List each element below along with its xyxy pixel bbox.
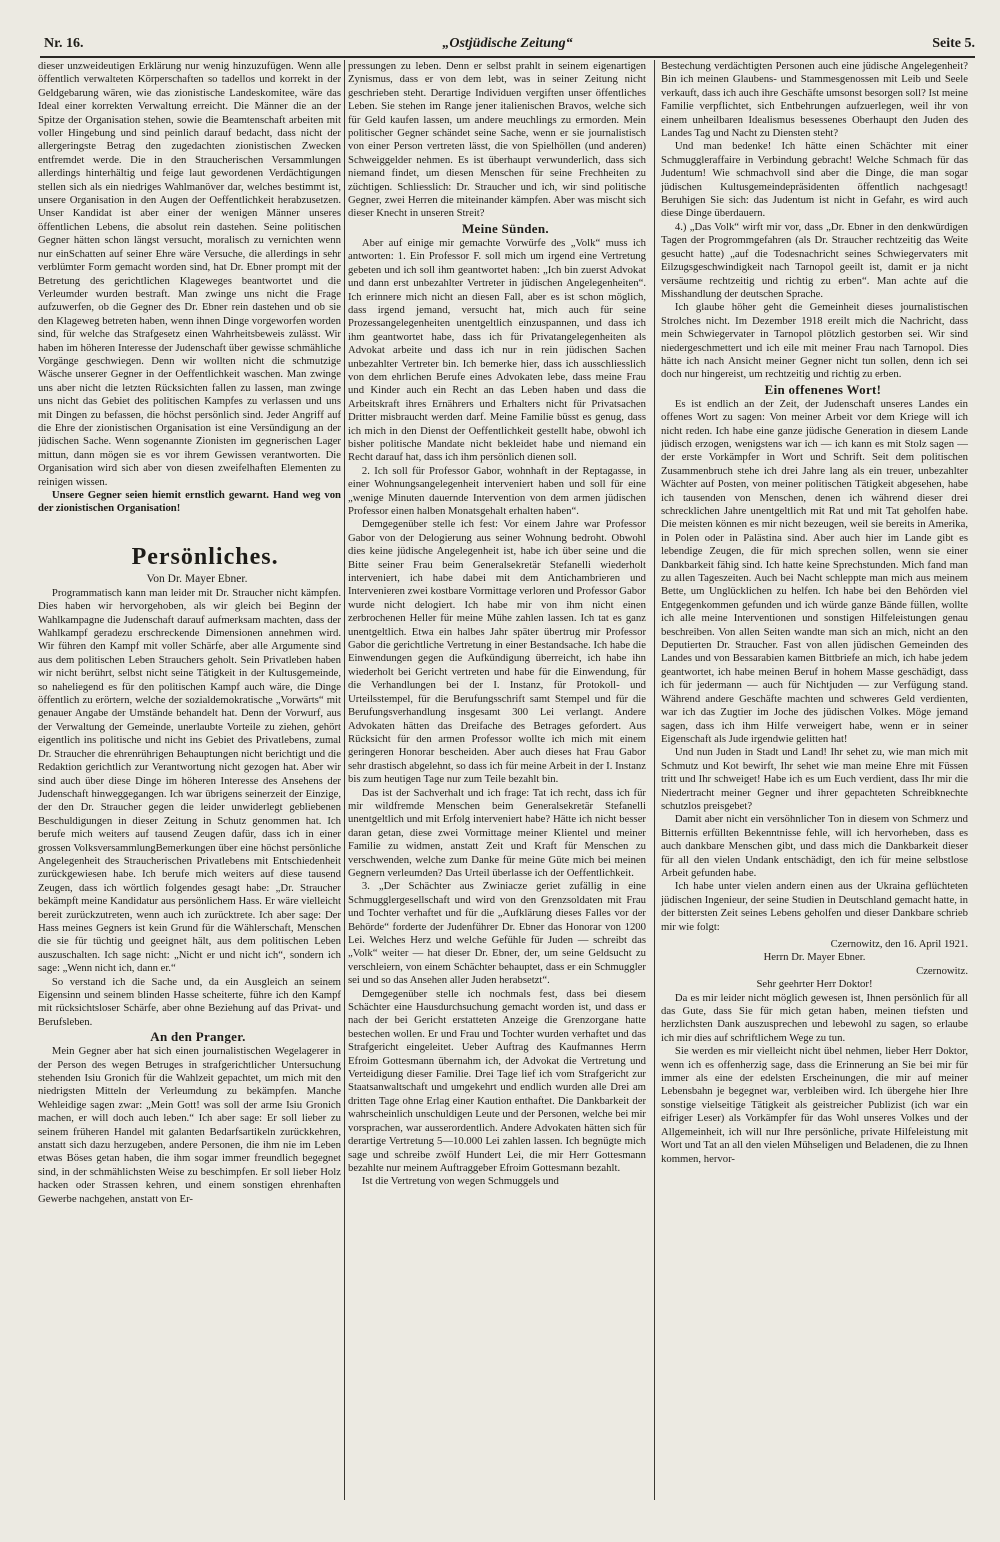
article-paragraph: Das ist der Sachverhalt und ich frage: Tat ich recht, dass ich für mir wildfremde Menschen beim Generalsekretär Stefanelli unentgeltlich und mit Erfolg interveniert habe? Hätte ich nicht besser daran getan, diese zwei Vormittage meiner Klientel und meiner Familie zu widmen, anstatt Zeit und Kraft für Menschen zu verschwenden, welche zum Danke für meine Güte mich bei meinen Gegnern verleumden? Das Urteil überlasse ich der Oeffentlichkeit. xyxy=(348,786,646,879)
issue-number: Nr. 16. xyxy=(44,36,84,51)
newspaper-title: „Ostjüdische Zeitung“ xyxy=(442,36,573,51)
article-paragraph: Mein Gegner aber hat sich einen journalistischen Wegelagerer in der Person des wegen Betruges in strafgerichtlicher Untersuchung stehenden Isiu Gronich für die Wahlzeit gepachtet, um mich mit den niedrigsten Mitteln der Verleumdung zu bekämpfen. Manche Wehleidige sagen zwar: „Mein Gott! was soll der arme Isiu Gronich machen, er will doch auch leben.“ Ich aber sage: Er soll lieber zu seinem früheren Handel mit galanten Bedarfsartikeln zurückkehren, anstatt sich dazu herzugeben, andere Personen, die ihm nie im Leben etwas Böses getan haben, die ihm sogar immer freundlich begegnet sind, in der schmählichsten Weise zu beschimpfen. Er soll lieber Holz hacken oder Strassen kehren, und einem sonstigen ehrenhaften Gewerbe nachgehen, anstatt von Er- xyxy=(38,1045,341,1205)
article-paragraph: Damit aber nicht ein versöhnlicher Ton in diesem von Schmerz und Bitternis erfüllten Bekenntnisse fehle, will ich hervorheben, dass es auch dankbare Menschen gibt, und dass mich die Dankbarkeit dieser für all den vielen Undank entschädigt, den ich für meine selbstlose Arbeit gefunden habe. xyxy=(661,813,968,879)
article-paragraph: Und nun Juden in Stadt und Land! Ihr sehet zu, wie man mich mit Schmutz und Kot bewirft, Ihr sehet wie man meine Ehre mit Füssen tritt und Ihr schweiget! Habe ich es um Euch verdient, dass Ihr mir die Niedertracht meiner Gegner und ihrer gepachteten Schreibknechte schutzlos preisgebet? xyxy=(661,746,968,812)
letter-place: Czernowitz. xyxy=(916,964,968,977)
article-paragraph: Programmatisch kann man leider mit Dr. Straucher nicht kämpfen. Dies haben wir hervorgehoben, als wir gleich bei Beginn der Wahlkampagne die Judenschaft darauf aufmerksam machten, dass der Wahlkampf geradezu erschreckende Dimensionen annehmen wird. Wir führen den Kampf mit voller Schärfe, aber alle Argumente sind aus dem politischen Leben Strauchers geholt. Sein Privatleben haben wir nicht berührt, selbst nicht seine Tätigkeit in der Kultusgemeinde, so naheliegend es für den politischen Kampf auch wäre, die Dinge öffentlich zu erörtern, welche der sozialdemokratische „Vorwärts“ mit genauer Angabe der Umstände behandelt hat. Denn der Vorwurf, aus der Verwaltung der Gemeinde, unerlaubte Vorteile zu ziehen, gehört eigentlich ins politische und nicht ins Gebiet des Privatlebens, zumal Dr. Straucher die ehrenrührigen Behauptungen nicht berichtigt und die Redaktion gerichtlich zur Verantwortung nicht gezogen hat. Aber wir sind auch über diese Dinge im höheren Interesse des Ansehens der Judenschaft hinweggegangen. Ich war übrigens seinerzeit der Einzige, der den Dr. Straucher gegen die leider unwiderlegt gebliebenen Beschuldigungen in dieser Zeitung in Schutz genommen hat. Ich berufe mich weiters auf tausend Zeugen dafür, dass ich in einer grossen VolksversammlungBemerkungen über eine höchst persönliche Angelegenheit des Straucherischen Privatlebens mit Entschiedenheit zurückgewiesen habe. Ich berufe mich weiters auf diese tausend Zeugen, dass ich wörtlich folgendes gesagt habe: „Dr. Straucher bekämpft meine Kandidatur aus persönlichem Hass. Er wäre vielleicht bereit zurückzutreten, wenn auch ich zurücktrete. Ich aber sage: Der Hass meines Gegners ist kein Grund für die Wählerschaft, Menschen die sie für tüchtig und geeignet hält, aus dem politischen Leben auszuschalten. Ich sage nicht: „Nicht er und nicht ich“, sondern ich sage: „Wenn nicht ich, dann er.“ xyxy=(38,586,341,975)
column-1 xyxy=(38,60,341,1500)
article-paragraph: Ich habe unter vielen andern einen aus der Ukraina geflüchteten jüdischen Ingenieur, der seine Studien in Deutschland gemacht hatte, in der bittersten Zeit seines Lebens geholfen und dieser Dankbare schrieb mir wie folgt: xyxy=(661,880,968,933)
article-paragraph: pressungen zu leben. Denn er selbst prahlt in seinem eigenartigen Zynismus, dass er von dem lebt, was in seiner Zeitung nicht geschrieben steht. Derartige Individuen vergiften unser öffentliches Leben. Sie stehen im Range jener italienischen Bravos, welche sich für Geld kaufen lassen, um andere meuchlings zu ermorden. Mein politischer Gegner schändet seine Sache, wenn er sie journalistisch von einer Person vertreten lässt, die von Spielhöllen (und anderen) Schweiggelder nehmen. Es ist überhaupt verwunderlich, dass sich niemand findet, um diesen Menschen für seine Frechheiten zu züchtigen. Schliesslich: Dr. Straucher und ich, wir sind politische Gegner, zwei Herren die miteinander kämpfen. Aber was mischt sich dieser Knecht in unseren Streit? xyxy=(348,60,646,220)
article-paragraph: 4.) „Das Volk“ wirft mir vor, dass „Dr. Ebner in den denkwürdigen Tagen der Progrommgefahren (als Dr. Straucher rechtzeitig das Weite gesucht hatte) „auf die Todesnachricht seines Schwiegervaters mit Eilzugsgeschwindigkeit nach Tarnopol geeilt ist, damit er ja nicht versäume rechtzeitig und richtig zu erben“. Man achte auf die Misshandlung der deutschen Sprache. xyxy=(661,220,968,300)
column-2 xyxy=(348,60,646,1500)
page-header xyxy=(40,32,975,54)
letter-paragraph: Da es mir leider nicht möglich gewesen ist, Ihnen persönlich für all das Gute, dass Sie für mich getan haben, meinen tiefsten und herzlichsten Dank auszusprechen und lebewohl zu sagen, so erlaube ich mir dies auf schriftlichem Wege zu tun. xyxy=(661,991,968,1044)
section-heading: An den Pranger. xyxy=(150,1029,246,1045)
letter-paragraph: Sie werden es mir vielleicht nicht übel nehmen, lieber Herr Doktor, wenn ich es offenherzig sage, dass die Erinnerung an Sie bei mir für immer als eine der edelsten Erscheinungen, die mir auf meiner Lebensbahn je begegnet war, verbleiben wird. Ich übergehe hier Ihre sonstige vielseitige Tätigkeit als geistreicher Publizist (ich war ein eifriger Leser) als Vorkämpfer für das Wohl unseres Volkes und der Allgemeinheit, ich will nur Ihre persönliche, private Hilfeleistung mit Wort und Tat an all den vielen Mühseligen und Beladenen, die zu Ihnen kommen, hervor- xyxy=(661,1045,968,1165)
article-paragraph: Bestechung verdächtigten Personen auch eine jüdische Angelegenheit? Bin ich meinen Glaubens- und Stammesgenossen mit Leib und Seele verkauft, dass ich auch ihre Geschäfte umsonst besorgen soll? Ist meine Familie verpflichtet, sich Entbehrungen aufzuerlegen, weil ihr von einem unheilbaren Idealismus besessenes Oberhaupt den Juden des Landes Tag und Nacht zu Diensten steht? xyxy=(661,60,968,140)
article-paragraph: Es ist endlich an der Zeit, der Judenschaft unseres Landes ein offenes Wort zu sagen: Von meiner Arbeit vor dem Kriege will ich nicht reden. Ich habe eine ganze jüdische Generation in diesem Lande jüdisch erzogen, wenigstens war ich — ich kann es mit Stolz sagen — der erste Vorkämpfer in Wort und Schrift. Seit dem politischen Zusammenbruch stehe ich drei Jahre lang als ein treuer, unbezahlter Wächter auf Posten, von meiner politischen Tätigkeit abgesehen, habe ich tausenden von Menschen, denen ich während dieser drei schrecklichen Jahre unentgeltlich mit Rat und mit Tat geholfen habe. Die meisten können es mir nicht bezeugen, weil sie bereits in Amerika, in Polen oder in Palästina sind. Aber auch hier im Lande gibt es lebendige Zeugen, die für mich sprechen sollen, wenn sie einer Dankbarkeit fähig sind. Ich hatte keine Sprechstunden. Mich fand man zu allen Tageszeiten. Auch bei Nacht schleppte man mich aus meinem Bette, um Unglücklichen zu helfen. Ich habe bei den Behörden viel Entgegenkommen gefunden und ich würde ganze Bände füllen, wollte ich alle meine Interventionen und sonstigen Hilfeleistungen genau beschreiben. Von allen Seiten wandte man sich an mich, nicht an den Deputierten Dr. Straucher. Fast von allen jüdischen Gemeinden des Landes und von Bessarabien kamen Bittbriefe an mich, ich habe jedem geantwortet, ich habe meinen Beruf in hohem Masse geschädigt, dass ich für jedermann — auch für Nichtjuden — zur Verfügung stand. Während andere Geschäfte machten und schweres Geld verdienten, war ich das Zugtier im Joche des jüdischen Volkes. Möge jemand sagen, dass ich ihm Hilfe verweigert habe, wenn er in seiner Eigenschaft als Jude irgendwie gelitten hat! xyxy=(661,397,968,745)
column-divider xyxy=(344,60,345,1500)
section-heading: Meine Sünden. xyxy=(461,220,549,236)
letter-salutation: Sehr geehrter Herr Doktor! xyxy=(756,978,873,991)
letter-addressee: Herrn Dr. Mayer Ebner. xyxy=(763,951,866,964)
article-byline: Von Dr. Mayer Ebner. xyxy=(146,572,248,585)
letter-date: Czernowitz, den 16. April 1921. xyxy=(830,938,968,950)
section-heading: Ein offenenes Wort! xyxy=(764,381,882,397)
article-paragraph: Und man bedenke! Ich hätte einen Schächter mit einer Schmuggleraffaire in Verbindung gebracht! Welche Schmach für das Judentum! Wie schmachvoll sind aber die Dinge, die man sogar jüdischen Kultusgemeindepräsidenten öffentlich nachgesagt! Beruhigen Sie sich: das Judentum ist nicht in Gefahr, es wird auch diese Dinge überdauern. xyxy=(661,140,968,220)
article-paragraph: Aber auf einige mir gemachte Vorwürfe des „Volk“ muss ich antworten: 1. Ein Professor F. soll mich um irgend eine Vertretung gebeten und ich soll ihm geantwortet haben: „Ich bin zuerst Advokat und dann erst unbezahlter Vertreter in jüdischen Angelegenheiten“. Ich erinnere mich nicht an diesen Fall, aber es ist schon möglich, dass irgend jemand, versucht hat, mich auch für seine Prozessangelegenheiten unentgeltlich einzuspannen, und dass ich ihm geantwortet habe, dass ich für Privatangelegenheiten als Advokat arbeite und dass ich nur in rein jüdischen Sachen unbezahlter Vertreter bin. Ich bemerke hier, dass ich ausschliesslich von dem ehrlichen Berufe eines Advokaten lebe, dass meine Frau und Kinder auch ein Recht an das Leben haben und dass die Arbeitskraft ihres Ernährers und Erhalters nicht für Privatsachen Dritter misbraucht werden darf. Meine Familie büsst es genug, dass ich mich in den Dienst der Oeffentlichkeit gestellt habe, obwohl ich bisher politische Mandate nicht bekleidet habe und niemand ein Recht darauf hat, dass ich ihm persönlich dienen soll. xyxy=(348,236,646,464)
column-3 xyxy=(661,60,968,1500)
column-divider xyxy=(654,60,655,1500)
article-paragraph: So verstand ich die Sache und, da ein Ausgleich an seinem Eigensinn und seinem blinden Hasse scheiterte, führe ich den Kampf mit rücksichtsloser Schärfe, aber ohne Beziehung auf das Privat- und Berufsleben. xyxy=(38,975,341,1028)
article-paragraph: Demgegenüber stelle ich fest: Vor einem Jahre war Professor Gabor von der Delogierung aus seiner Wohnung bedroht. Obwohl dies keine jüdische Angelegenheit ist, habe ich über seine und die Bitte seiner Frau beim Generalsekretär Stefanelli wiederholt interveniert, ich habe dabei mit dem Antichambrieren und Intervenieren zwei kostbare Vormittage verloren und Professor Gabor wurde nicht delogiert. Ich habe mir von ihm nicht einen zerbrochenen Heller für meine Mühe zahlen lassen. Ich tat es ganz unentgeltlich. Etwa ein halbes Jahr später übertrug mir Professor Gabor die gerichtliche Vertretung in einer Bestandsache. Ich habe die Einwendungen gegen die Aufkündigung überreicht, ich habe ihn wiederholt bei Gericht vertreten und habe für die Einwendung, für die Verhandlungen bei der I. Instanz, für Protokoll- und Urteilsstempel, für die Berufungsschrift samt Stempel und für die Berufungsverhandlung insgesamt 300 Lei verlangt. Andere Advokaten hätten das Dreifache des Betrages gefordert. Aus Rücksicht für den armen Professor wollte ich mich mit einem geringeren Honorar bescheiden. Aber auch dieses hat Frau Gabor sehr drastisch abgelehnt, so dass ich für meine Arbeit in der I. Instanz bis zum heutigen Tage nur zum Teile bezahlt bin. xyxy=(348,518,646,786)
article-paragraph: Ich glaube höher geht die Gemeinheit dieses journalistischen Strolches nicht. Im Dezember 1918 ereilt mich die Nachricht, dass mein Schwiegervater in Tarnopol plötzlich gestorben sei. Wir sind niedergeschmettert und ich eile mit meiner Frau nach Tarnopol. Dies hätte ich nach Ansicht meiner Gegner nicht tun sollen, denn ich sei doch nur hingereist, um rechtzeitig und richtig zu erben. xyxy=(661,301,968,381)
article-paragraph: dieser unzweideutigen Erklärung nur wenig hinzuzufügen. Wenn alle öffentlich verwalteten Körperschaften so tadellos und korrekt in der Geldgebarung wären, wie das zionistische Landeskomitee, wäre das Ideal einer korrekten Verwaltung erreicht. Die Männer die an der Spitze der Organisation stehen, sowie die Beamtenschaft arbeiten mit voller Hingebung und sind peinlich darauf bedacht, dass nicht der allergeringste Betrag den zugedachten zionistischen Zwecken entfremdet werde. Die in den Straucherischen Versammlungen allerdings hinterhältig und feige laut gewordenen Verdächtigungen stellen sich als ein niedriges Wahlmanöver dar, welches bestimmt ist, unsere Organisation in den Augen der Oeffentlichkeit herabzusetzen. Unser Kandidat ist aber einer der wenigen Männer unseres öffentlichen Lebens, die absolut rein dastehen. Seine politischen Gegner hätten schon längst versucht, moralisch zu vernichten wenn nur einSchatten auf seiner Ehre wäre Versuche, die allerdings in sehr verblümter Form gemacht worden sind, hat Dr. Ebner prompt mit der Betretung des gerichtlichen Klageweges beantwortet und die Verleumder wurden bestraft. Man zwinge uns nicht die Frage aufzuwerfen, ob die Gegner des Dr. Ebner rein dastehen und ob sie den Klageweg betreten haben, wenn ihnen Dinge vorgeworfen worden sind, für welche das Strafgesetz einen Wahrheitsbeweis zulässt. Wir haben im höheren Interesse der Judenschaft über gewisse schmähliche Vorgänge geschwiegen. Denn wir wollten nicht die schmutzige Wäsche unserer Gegner in der Oeffentlichkeit waschen. Man zwinge uns aber nicht die letzten Rücksichten fallen zu lassen, man zwinge uns nicht das Gebiet des politischen Kampfes zu verlassen und uns mit Dingen zu befassen, die höchst persönlich sind. Jeder Angriff auf die Ehre der zionistischen Organisation ist eine Versündigung an der jüdischen Sache. Wenn sogenannte Zionisten im gegnerischen Lager mittun, dann mögen sie es vor ihrem Gewissen verantworten. Die Organisation wird sich aber von diesen zweifelhaften Elementen zu reinigen wissen. xyxy=(38,60,341,488)
article-paragraph: Demgegenüber stelle ich nochmals fest, dass bei diesem Schächter eine Hausdurchsuchung gemacht worden ist, und dass er nach der bei Gericht erstatteten Anzeige die Grenzorgane hatte bestechen wollen. Er und Frau und Tochter wurden verhaftet und das Strafgericht eingeleitet. Ueber Auftrag des Kaufmannes Herrn Efroim Gottesmann übernahm ich, der Advokat die Vertretung und Verteidigung dieser Familie. Drei Tage lief ich vom Strafgericht zur Staatsanwaltschaft und umgekehrt und endlich wurden alle Drei am dritten Tage ohne Erlag einer Kaution enthaftet. Die Dankbarkeit der wahrscheinlich unschuldigen Leute und der Personen, welche bei mir vorsprachen, war ausserordentlich. Andere Advokaten hätten sich für derartige Vertretung 5—10.000 Lei zahlen lassen. Ich begnügte mich sage und schreibe zwölf Hundert Lei, die mir Herr Gottesmann bezahlte nur meinem Auftraggeber Efroim Gottesmann bezahlt. xyxy=(348,987,646,1174)
article-paragraph: Unsere Gegner seien hiemit ernstlich gewarnt. Hand weg von der zionistischen Organisation! xyxy=(38,489,341,515)
page-number: Seite 5. xyxy=(932,36,975,51)
header-rule xyxy=(40,56,975,58)
article-paragraph: 3. „Der Schächter aus Zwiniacze geriet zufällig in eine Schmugglergesellschaft und wird von den Grenzsoldaten mit Frau und Tochter verhaftet und für die „Aufklärung dieses Falles vor der Behörde“ forderte der Judenführer Dr. Ebner das Honorar von 1200 Lei. Welches Herz und welche Gefühle für Juden — schreibt das „Volk“ weiter — hat dieser Dr. Ebner, der, um seine Geldsucht zu verschleiern, von einem Schächter behauptet, dass er ein Schmuggler sei und so das Ansehen aller Juden herabsetzt“. xyxy=(348,880,646,987)
article-paragraph: 2. Ich soll für Professor Gabor, wohnhaft in der Reptagasse, in einer Wohnungsangelegenheit interveniert haben und soll für eine „wenige Minuten dauernde Intervention von dem armen jüdischen Professor einen halben Monatsgehalt erhalten haben“. xyxy=(348,464,646,517)
article-paragraph: Ist die Vertretung von wegen Schmuggels und xyxy=(361,1175,559,1188)
article-title: Persönliches. xyxy=(131,543,279,570)
